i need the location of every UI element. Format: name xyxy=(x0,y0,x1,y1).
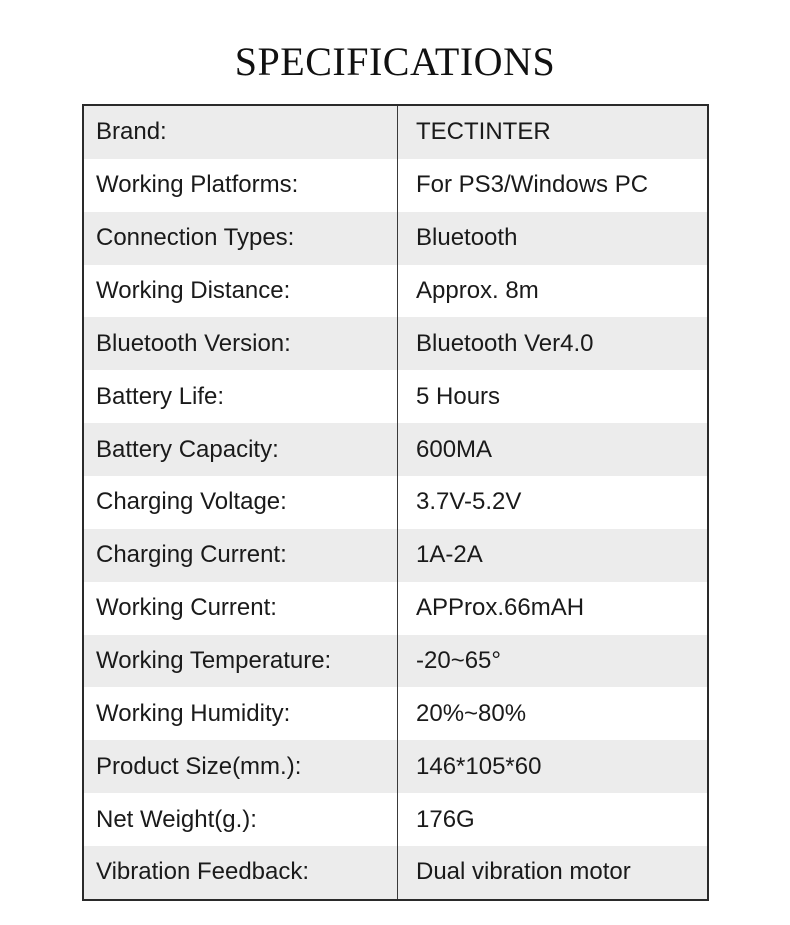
spec-value: For PS3/Windows PC xyxy=(416,171,649,199)
table-row xyxy=(84,793,707,846)
spec-label: Working Current: xyxy=(96,594,277,622)
table-row xyxy=(84,423,707,476)
spec-label: Working Distance: xyxy=(96,277,291,304)
table-row xyxy=(84,159,707,212)
spec-value: 5 Hours xyxy=(416,382,501,410)
spec-value: Approx. 8m xyxy=(416,277,539,304)
table-row xyxy=(84,370,707,423)
spec-label: Working Platforms: xyxy=(96,171,299,199)
spec-label: Working Temperature: xyxy=(96,647,332,675)
table-row xyxy=(84,529,707,582)
spec-value: 20%~80% xyxy=(416,699,527,727)
table-row xyxy=(84,476,707,529)
spec-label: Product Size(mm.): xyxy=(96,752,302,780)
table-row xyxy=(84,106,707,159)
spec-label: Brand: xyxy=(96,118,167,146)
spec-label: Net Weight(g.): xyxy=(96,805,257,833)
spec-value: TECTINTER xyxy=(416,118,551,146)
table-row xyxy=(84,317,707,370)
spec-label: Vibration Feedback: xyxy=(96,858,310,886)
table-row xyxy=(84,740,707,793)
column-divider xyxy=(397,106,398,899)
spec-label: Charging Voltage: xyxy=(96,488,287,516)
spec-value: 600MA xyxy=(416,435,493,463)
spec-label: Charging Current: xyxy=(96,541,287,569)
spec-value: 176G xyxy=(416,805,475,833)
table-row xyxy=(84,635,707,688)
spec-label: Working Humidity: xyxy=(96,699,291,727)
page-title: SPECIFICATIONS xyxy=(234,39,556,84)
spec-label: Battery Capacity: xyxy=(96,435,279,463)
spec-label: Battery Life: xyxy=(96,382,225,410)
table-row xyxy=(84,846,707,899)
table-row xyxy=(84,582,707,635)
table-row xyxy=(84,687,707,740)
spec-value: 3.7V-5.2V xyxy=(416,488,522,516)
table-row xyxy=(84,212,707,265)
spec-value: APProx.66mAH xyxy=(416,594,585,622)
spec-value: Bluetooth Ver4.0 xyxy=(416,329,594,357)
spec-label: Bluetooth Version: xyxy=(96,329,291,357)
spec-value: 146*105*60 xyxy=(416,752,542,780)
spec-value: Dual vibration motor xyxy=(416,858,631,886)
spec-value: Bluetooth xyxy=(416,224,518,252)
table-row xyxy=(84,265,707,318)
spec-label: Connection Types: xyxy=(96,224,295,252)
spec-value: -20~65° xyxy=(416,647,501,675)
specifications-table xyxy=(82,104,709,901)
spec-value: 1A-2A xyxy=(416,541,483,569)
